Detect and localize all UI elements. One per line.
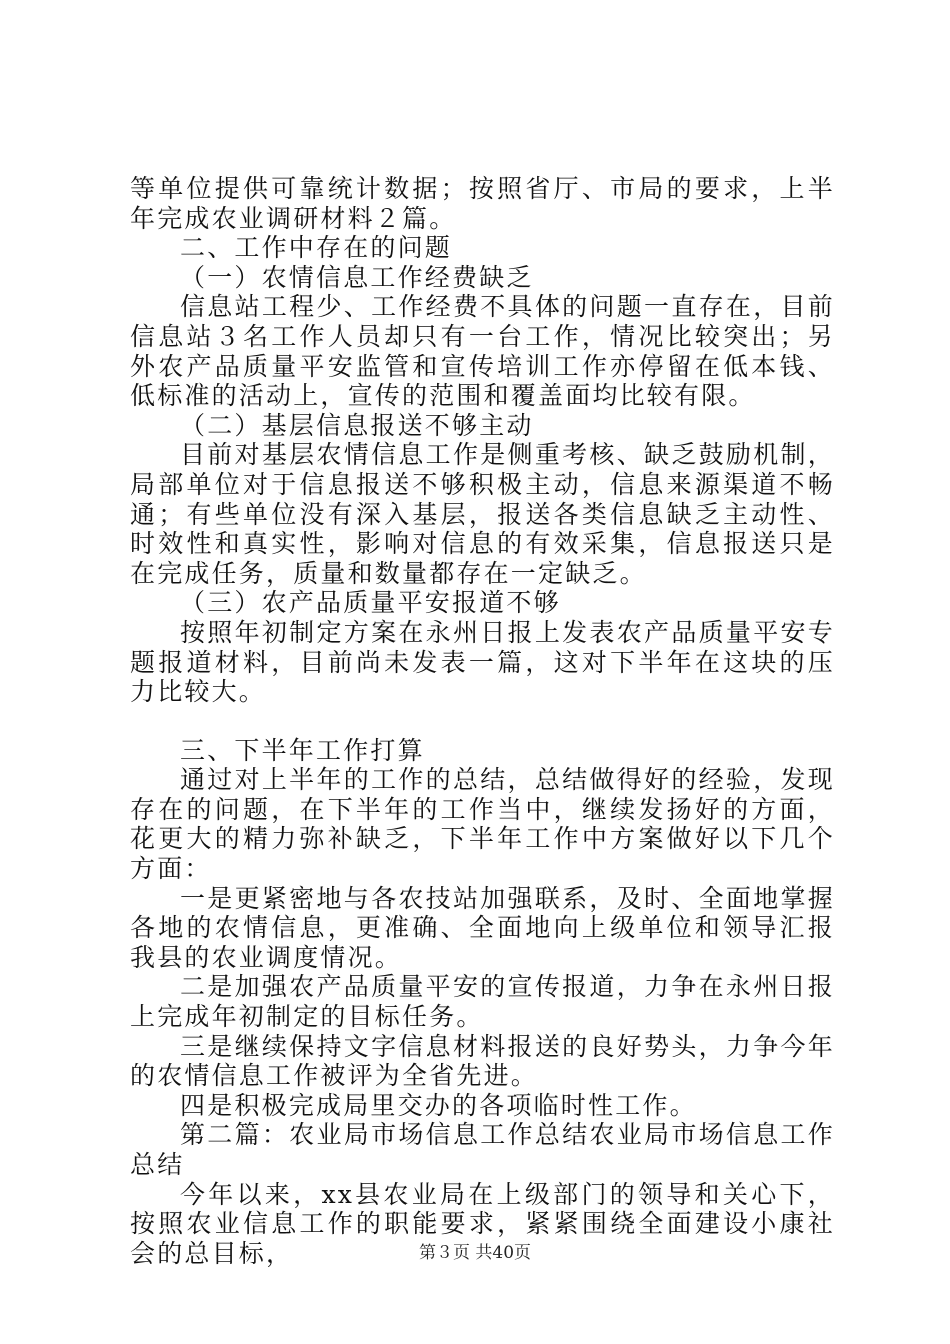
subheading-quality-safety: （三）农产品质量平安报道不够 (180, 588, 561, 618)
section-heading-plans: 三、下半年工作打算 (180, 735, 425, 765)
paragraph-plan-2: 二是加强农产品质量平安的宣传报道，力争在永州日报上完成年初制定的目标任务。 (130, 972, 835, 1032)
blank-line (130, 707, 835, 736)
section-heading-problems: 二、工作中存在的问题 (180, 233, 453, 263)
subheading-funding: （一）农情信息工作经费缺乏 (180, 262, 534, 292)
subheading-reporting: （二）基层信息报送不够主动 (180, 410, 534, 440)
paragraph-plan-3: 三是继续保持文字信息材料报送的良好势头，力争今年的农情信息工作被评为全省先进。 (130, 1031, 835, 1091)
paragraph-reporting: 目前对基层农情信息工作是侧重考核、缺乏鼓励机制，局部单位对于信息报送不够积极主动，信息来源渠道不畅通；有些单位没有深入基层，报送各类信息缺乏主动性、时效性和真实性，影响对信息的有效采集，信息报送只是在完成任务，质量和数量都存在一定缺乏。 (130, 440, 835, 588)
paragraph-continuation: 等单位提供可靠统计数据；按照省厅、市局的要求，上半年完成农业调研材料２篇。 (130, 174, 835, 233)
paragraph-plan-4: 四是积极完成局里交办的各项临时性工作。 (180, 1090, 697, 1120)
document-body (130, 174, 835, 1268)
paragraph-plans-intro: 通过对上半年的工作的总结，总结做得好的经验，发现存在的问题，在下半年的工作当中，继续发扬好的方面，花更大的精力弥补缺乏，下半年工作中方案做好以下几个方面： (130, 765, 835, 884)
paragraph-funding: 信息站工程少、工作经费不具体的问题一直存在，目前信息站３名工作人员却只有一台工作，情况比较突出；另外农产品质量平安监管和宣传培训工作亦停留在低本钱、低标准的活动上，宣传的范围和覆盖面均比较有限。 (130, 292, 835, 411)
paragraph-part-two-intro: 今年以来，xx县农业局在上级部门的领导和关心下，按照农业信息工作的职能要求，紧紧围绕全面建设小康社会的总目标， (130, 1179, 835, 1268)
paragraph-plan-1: 一是更紧密地与各农技站加强联系，及时、全面地掌握各地的农情信息，更准确、全面地向上级单位和领导汇报我县的农业调度情况。 (130, 883, 835, 972)
paragraph-quality-safety: 按照年初制定方案在永州日报上发表农产品质量平安专题报道材料，目前尚未发表一篇，这对下半年在这块的压力比较大。 (130, 617, 835, 707)
paragraph-part-two-title: 第二篇：农业局市场信息工作总结农业局市场信息工作总结 (130, 1120, 835, 1179)
page-footer: 第３页 共40页 (418, 1243, 532, 1263)
